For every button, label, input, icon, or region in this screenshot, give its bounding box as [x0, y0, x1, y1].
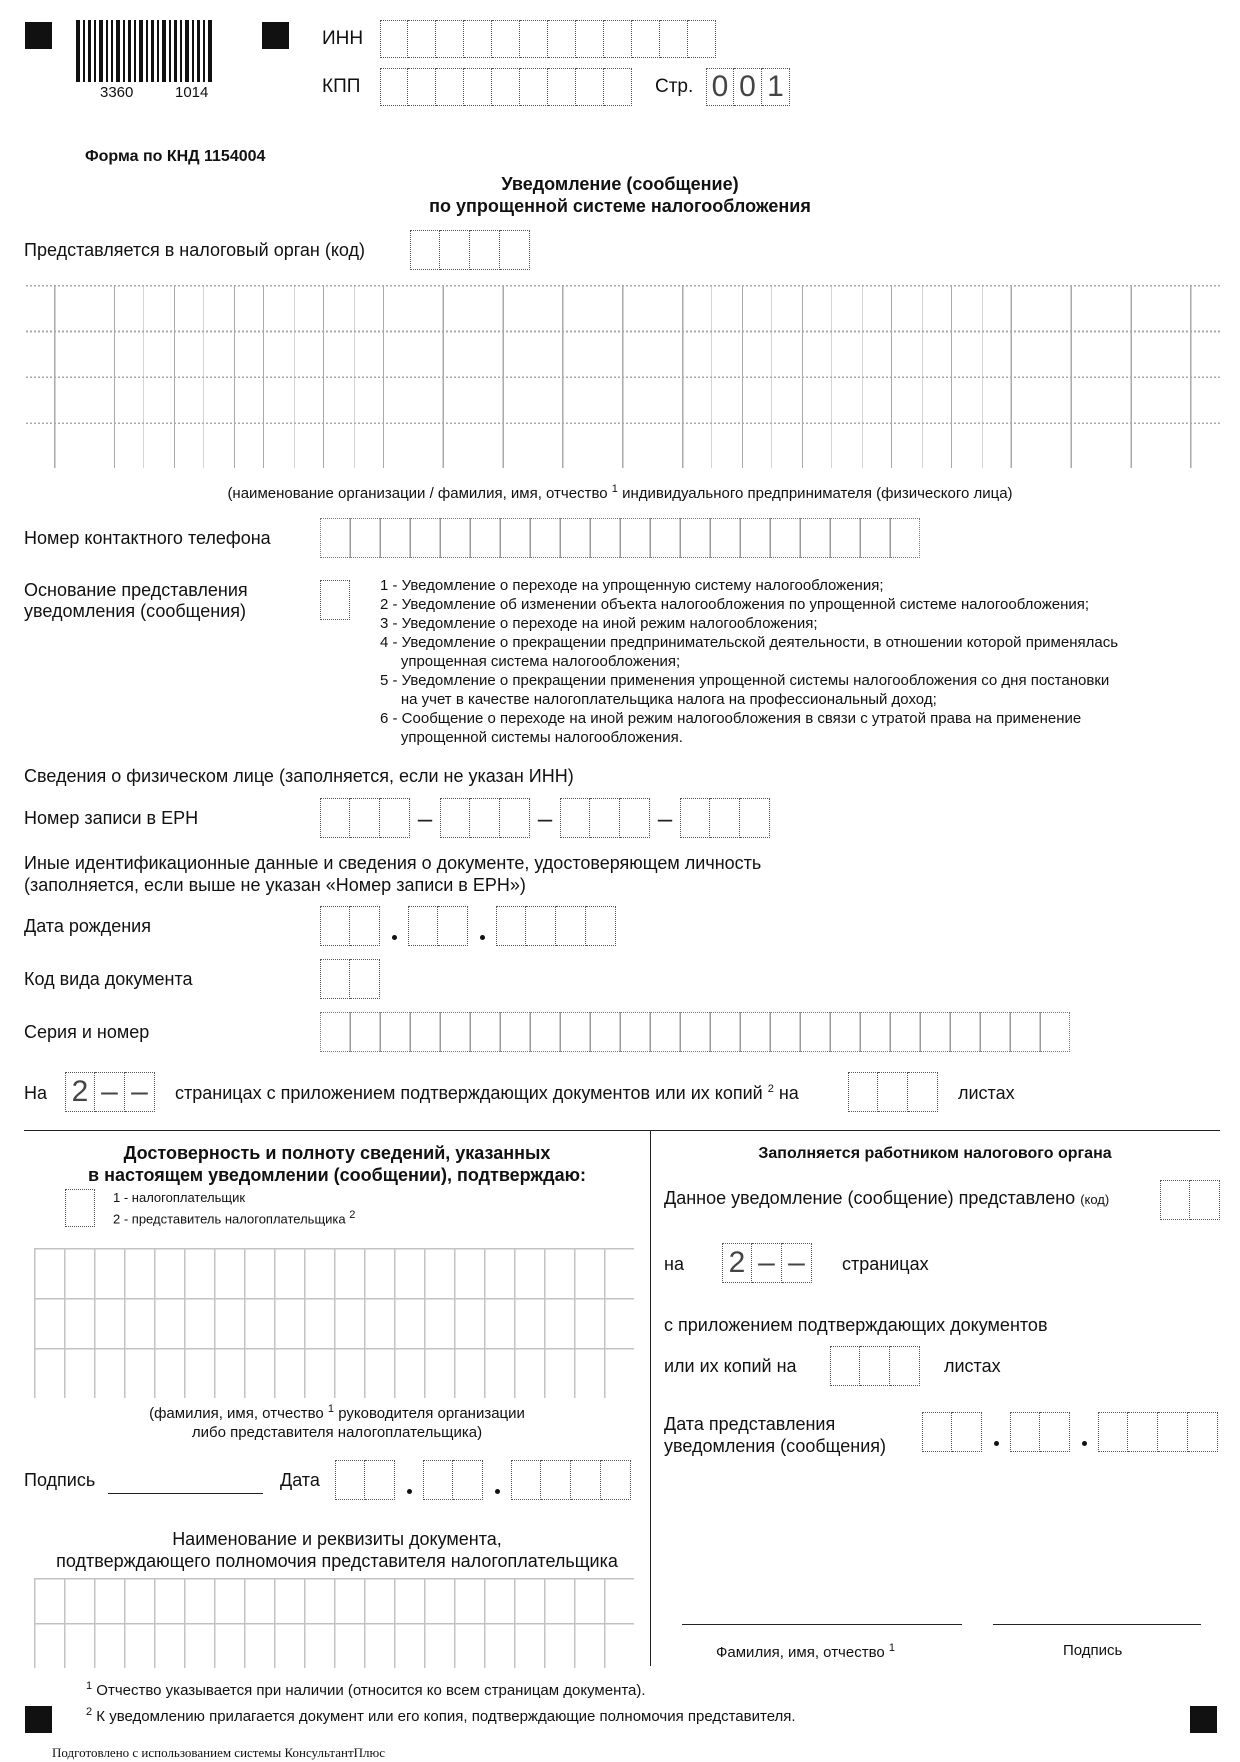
footnote-ref: 1 — [888, 1642, 896, 1654]
page-digit: 0 — [734, 68, 762, 106]
officer-date-label-line2: уведомления (сообщения) — [664, 1436, 887, 1456]
inn-field[interactable] — [380, 20, 716, 58]
basis-option: 2 - Уведомление об изменении объекта налогообложения по упрощенной системе налогообложения; — [380, 596, 1090, 613]
ern-field[interactable]: – – – — [320, 798, 770, 838]
officer-sign-label: Подпись — [1063, 1642, 1123, 1659]
ern-label: Номер записи в ЕРН — [24, 808, 199, 828]
phone-label: Номер контактного телефона — [24, 528, 271, 548]
submitted-label-text: Данное уведомление (сообщение) представлено — [664, 1188, 1076, 1208]
signer-option-2 — [113, 1209, 355, 1226]
form-title-line1: Уведомление (сообщение) — [501, 174, 739, 194]
footnote-2 — [86, 1706, 796, 1725]
basis-option: 5 - Уведомление о прекращении применения упрощенной системы налогообложения со дня постановки — [380, 672, 1110, 689]
dob-label: Дата рождения — [24, 916, 151, 936]
basis-label-line1: Основание представления — [24, 580, 248, 600]
signer-option-2-text: 2 - представитель налогоплательщика — [113, 1211, 346, 1227]
footnote-1 — [86, 1680, 646, 1699]
officer-date-field[interactable] — [922, 1412, 1218, 1452]
signature-label: Подпись — [24, 1470, 96, 1490]
page-digit: 0 — [706, 68, 734, 106]
pages-digit: – — [125, 1072, 155, 1112]
footnote-ref: 1 — [327, 1403, 335, 1415]
other-id-heading-line1: Иные идентификационные данные и сведения о документе, удостоверяющем личность — [24, 853, 762, 873]
officer-na-label: на — [664, 1254, 684, 1274]
confirmation-title — [24, 1142, 650, 1186]
signature-date-field[interactable] — [335, 1460, 631, 1500]
basis-code-field[interactable] — [320, 580, 350, 620]
date-label: Дата — [280, 1470, 320, 1490]
basis-option: упрощенной системы налогообложения. — [380, 729, 683, 746]
authority-document-field[interactable] — [34, 1578, 634, 1668]
organization-name-grid-dots — [24, 285, 1220, 468]
basis-option: 4 - Уведомление о прекращении предпринимательской деятельности, в отношении которой применялась — [380, 634, 1119, 651]
signer-fio-field[interactable] — [34, 1248, 634, 1398]
footnote-ref: 2 — [349, 1209, 356, 1221]
section-divider — [24, 1130, 1220, 1131]
officer-pages-field[interactable] — [722, 1243, 812, 1283]
officer-sheets-label: листах — [944, 1356, 1001, 1376]
page-label: Стр. — [655, 76, 694, 97]
tax-authority-label: Представляется в налоговый орган (код) — [24, 240, 366, 260]
person-heading: Сведения о физическом лице (заполняется, если не указан ИНН) — [24, 766, 574, 786]
pages-digit: 2 — [65, 1072, 95, 1112]
submitted-code-label: (код) — [1080, 1192, 1110, 1207]
footnote-ref: 2 — [767, 1083, 774, 1095]
officer-pages-digit: – — [782, 1243, 812, 1283]
officer-pages-digit: 2 — [722, 1243, 752, 1283]
corner-marker-bottom-right — [1190, 1706, 1217, 1733]
confirmation-title-line2: в настоящем уведомлении (сообщении), подтверждаю: — [88, 1165, 586, 1185]
page-number-field — [706, 68, 790, 106]
signer-fio-caption-before: (фамилия, имя, отчество — [149, 1405, 324, 1422]
submitted-code-field[interactable] — [1160, 1180, 1220, 1220]
tax-authority-code-field[interactable] — [410, 230, 530, 270]
basis-option: 6 - Сообщение о переходе на иной режим налогообложения в связи с утратой права на применение — [380, 710, 1082, 727]
corner-marker-bottom-left — [25, 1706, 52, 1733]
authority-document-title-line2: подтверждающего полномочия представителя налогоплательщика — [56, 1551, 618, 1571]
basis-option: 1 - Уведомление о переходе на упрощенную систему налогообложения; — [380, 577, 884, 594]
pages-digit: – — [95, 1072, 125, 1112]
officer-date-label-line1: Дата представления — [664, 1414, 836, 1434]
footer-note: Подготовлено с использованием системы КонсультантПлюс — [52, 1745, 386, 1760]
officer-fio-label — [716, 1642, 895, 1661]
footnote-number: 1 — [86, 1680, 93, 1692]
officer-fio-label-text: Фамилия, имя, отчество — [716, 1644, 885, 1661]
pages-text-main: страницах с приложением подтверждающих документов или их копий — [175, 1083, 763, 1103]
officer-sign-line[interactable] — [993, 1624, 1201, 1625]
corner-marker-top-left — [25, 22, 52, 49]
confirmation-title-line1: Достоверность и полноту сведений, указанных — [123, 1143, 551, 1163]
signer-fio-caption-line2: либо представителя налогоплательщика) — [191, 1424, 483, 1441]
officer-attach-line2: или их копий на — [664, 1356, 797, 1376]
signer-type-field[interactable] — [65, 1189, 95, 1227]
pages-na2: на — [778, 1083, 799, 1103]
footnote-number: 2 — [86, 1706, 93, 1718]
officer-fio-line[interactable] — [682, 1624, 962, 1625]
signer-fio-caption-after: руководителя организации — [338, 1405, 525, 1422]
basis-option: на учет в качестве налогоплательщика налога на профессиональный доход; — [380, 691, 937, 708]
inn-label: ИНН — [322, 28, 364, 49]
pages-count-field[interactable] — [65, 1072, 155, 1112]
officer-sheets-field[interactable] — [830, 1346, 920, 1386]
form-title-line2: по упрощенной системе налогообложения — [429, 196, 811, 216]
officer-pages-label: страницах — [842, 1254, 929, 1274]
basis-option: упрощенная система налогообложения; — [380, 653, 681, 670]
column-divider — [650, 1130, 651, 1666]
doc-code-field[interactable] — [320, 959, 380, 999]
series-number-label: Серия и номер — [24, 1022, 150, 1042]
page-digit: 1 — [762, 68, 790, 106]
dob-field[interactable] — [320, 906, 616, 946]
series-number-field[interactable] — [320, 1012, 1070, 1052]
officer-pages-digit: – — [752, 1243, 782, 1283]
footnote-text: Отчество указывается при наличии (относится ко всем страницам документа). — [96, 1682, 646, 1699]
kpp-label: КПП — [322, 76, 361, 97]
barcode-number-left: 3360 — [100, 84, 134, 101]
kpp-field[interactable] — [380, 68, 632, 106]
form-title — [0, 173, 1240, 217]
organization-name-caption-before: (наименование организации / фамилия, имя, отчество — [227, 485, 608, 502]
organization-name-caption — [0, 483, 1240, 502]
other-id-heading-line2: (заполняется, если выше не указан «Номер записи в ЕРН») — [24, 875, 526, 895]
pages-na-label: На — [24, 1083, 48, 1103]
signature-line[interactable] — [108, 1493, 263, 1494]
tax-officer-title: Заполняется работником налогового органа — [758, 1145, 1112, 1162]
barcode-number-right: 1014 — [175, 84, 209, 101]
basis-label-line2: уведомления (сообщения) — [24, 601, 247, 621]
organization-name-caption-after: индивидуального предпринимателя (физического лица) — [622, 485, 1013, 502]
submitted-label — [664, 1188, 1109, 1209]
sheets-count-field[interactable] — [848, 1072, 938, 1112]
footnote-text: К уведомлению прилагается документ или его копия, подтверждающие полномочия представителя. — [96, 1708, 796, 1725]
authority-document-title — [24, 1528, 650, 1572]
phone-field[interactable] — [320, 518, 920, 558]
barcode — [76, 20, 216, 82]
basis-option: 3 - Уведомление о переходе на иной режим налогообложения; — [380, 615, 818, 632]
barcode-image — [76, 20, 216, 82]
doc-code-label: Код вида документа — [24, 969, 193, 989]
signer-fio-caption — [24, 1400, 650, 1442]
sheets-label: листах — [958, 1083, 1015, 1103]
authority-document-title-line1: Наименование и реквизиты документа, — [172, 1529, 502, 1549]
form-code: Форма по КНД 1154004 — [85, 148, 266, 165]
pages-text — [175, 1083, 799, 1104]
officer-attach-line1: с приложением подтверждающих документов — [664, 1315, 1048, 1335]
signer-option-1: 1 - налогоплательщик — [113, 1190, 246, 1205]
corner-marker-top-right — [262, 22, 289, 49]
footnote-ref: 1 — [611, 483, 618, 495]
